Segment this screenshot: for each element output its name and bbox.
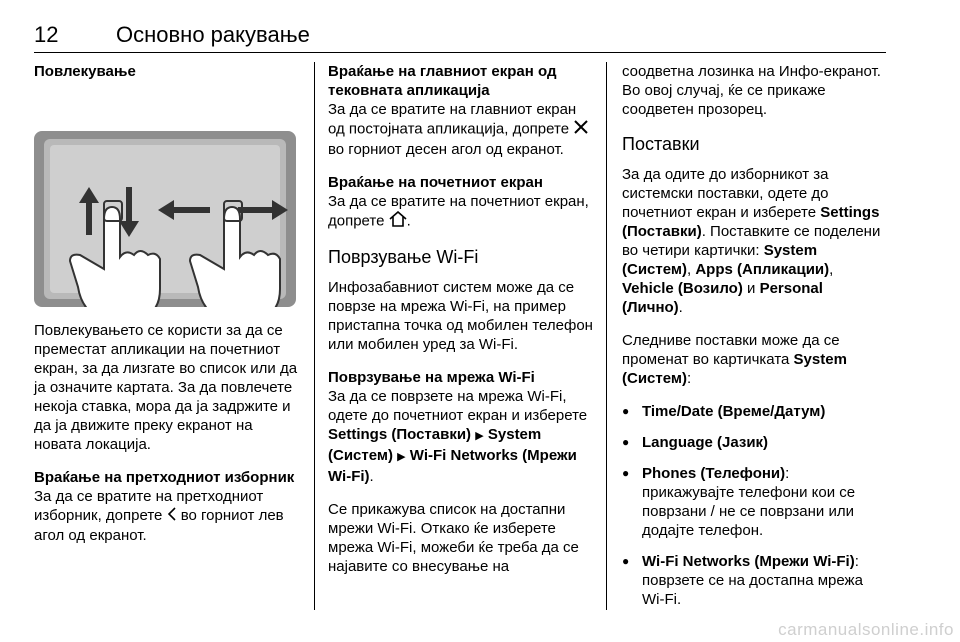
section-heading-back: Враќање на претходниот изборник	[34, 469, 295, 486]
column-2	[328, 62, 594, 590]
continued-paragraph: соодветна лозинка на Инфо-екранот. Во овој случај, ќе се прикаже соодветен прозорец.	[622, 63, 881, 118]
chevron-left-icon	[167, 507, 177, 526]
chapter-title: Основно ракување	[116, 22, 310, 47]
section-heading-dragging: Повлекување	[34, 63, 136, 80]
main-screen-paragraph: За да се вратите на главниот екран од постојната апликација, допрете во горниот десен агол од екранот.	[328, 100, 594, 159]
column-divider	[606, 62, 607, 610]
wifi-paragraph: Инфозабавниот систем може да се поврзе на мрежа Wi-Fi, на пример пристапна точка од мобилен телефон или мобилен уред за Wi-Fi.	[328, 279, 593, 353]
section-heading-main-screen: Враќање на главниот екран од тековната апликација	[328, 63, 557, 99]
column-3	[622, 62, 886, 621]
triangle-right-icon: ▶	[475, 430, 484, 442]
following-settings-paragraph: Следниве поставки може да се променат во картичката System (Систем):	[622, 332, 847, 387]
page-number: 12	[34, 22, 59, 47]
wifi-network-paragraph: За да се поврзете на мрежа Wi-Fi, одете до почетниот екран и изберете Settings (Поставки) ▶ System (Систем) ▶ Wi-Fi Networks (Мрежи Wi-Fi).	[328, 388, 588, 485]
list-item: ● Time/Date (Време/Датум)	[622, 402, 886, 421]
dragging-paragraph: Повлекувањето се користи за да се преместат апликации на почетниот екран, за да лизгате во список или да ја означите картата. За да повлечете некоја ставка, мора да ја задржите и да ја движите преку екранот на новата локација.	[34, 322, 298, 453]
home-icon	[389, 211, 407, 232]
section-heading-settings: Поставки	[622, 134, 700, 154]
settings-paragraph: За да одите до изборникот за системски поставки, одете до почетниот екран и изберете Settings (Поставки). Поставките се поделени во четири картички: System (Систем), Apps (Апликации), Vehicle (Возило) и Personal (Лично).	[622, 166, 881, 316]
home-screen-paragraph: За да се вратите на почетниот екран, допрете .	[328, 192, 594, 232]
page-header	[34, 22, 886, 53]
column-divider	[314, 62, 315, 610]
list-item: ● Phones (Телефони): прикажувајте телефони кои се поврзани / не се поврзани или додајте телефон.	[622, 464, 886, 540]
watermark: carmanualsonline.info	[778, 620, 954, 639]
drag-gesture-illustration	[34, 131, 296, 307]
back-paragraph: За да се вратите на претходниот изборник, допрете во горниот лев агол од екранот.	[34, 488, 284, 544]
triangle-right-icon: ▶	[397, 451, 406, 463]
column-1	[34, 62, 304, 559]
section-heading-wifi: Поврзување Wi-Fi	[328, 247, 479, 267]
section-heading-wifi-network: Поврзување на мрежа Wi-Fi	[328, 369, 535, 386]
list-item: ● Language (Јазик)	[622, 433, 886, 452]
list-item: ● Wi-Fi Networks (Мрежи Wi-Fi): поврзете се на достапна мрежа Wi-Fi.	[622, 552, 886, 609]
section-heading-home-screen: Враќање на почетниот екран	[328, 174, 543, 191]
network-list-paragraph: Се прикажува список на достапни мрежи Wi-Fi. Откако ќе изберете мрежа Wi-Fi, можеби ќе треба да се најавите со внесување на	[328, 501, 579, 575]
close-x-icon	[573, 119, 589, 140]
system-settings-list	[622, 402, 886, 609]
